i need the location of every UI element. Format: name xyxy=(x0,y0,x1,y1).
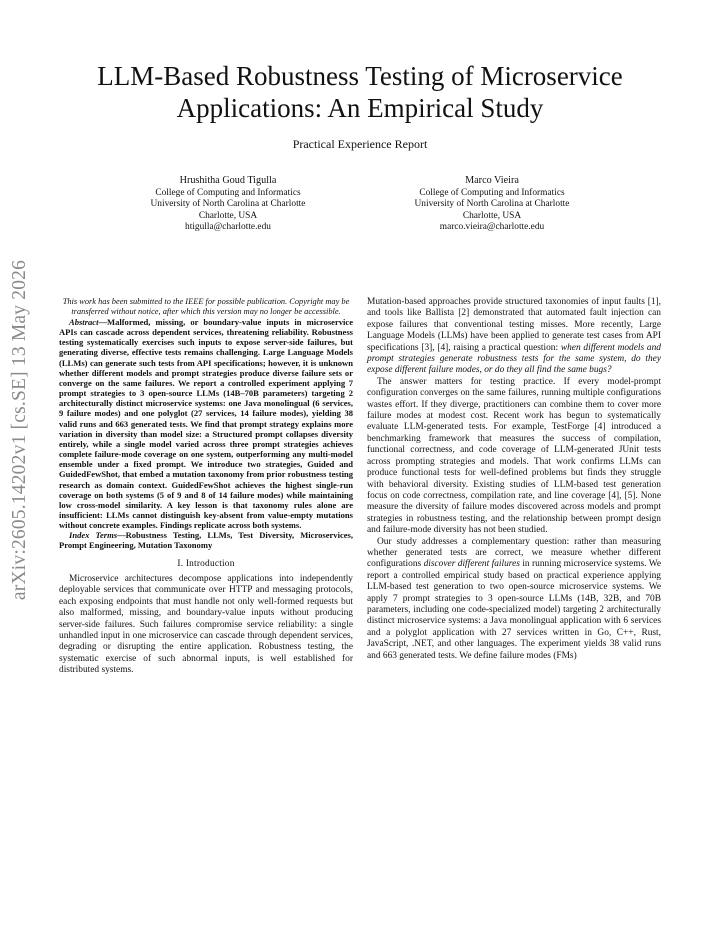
author-dept: College of Computing and Informatics xyxy=(419,187,565,198)
emphasis-text: discover different failures xyxy=(423,559,520,570)
intro-paragraph-2 xyxy=(367,297,661,377)
arxiv-stamp xyxy=(2,260,38,600)
intro-paragraph-3: The answer matters for testing practice. If every model-prompt configuration converges on the same failures, running multiple configurations wastes effort. If they diverge, practitioners can combine them to cover more failure modes at modest cost. Recent work has begun to systematically evaluate LLM-generated tests. For example, TestForge [4] introduced a benchmarking framework that measures the success of compilation, functional correctness, and code coverage of LLM-generated JUnit tests across prompting strategies and models. That work confirms LLMs can produce functional tests for well-defined problems but finds they struggle with behavioral diversity. Existing studies of LLM-based test generation focus on code correctness, compilation rate, and line coverage [4], [5]. None measure the diversity of failure modes discovered across models and prompt strategies in robustness testing, and the relationship between prompt design and failure-mode diversity has not been studied. xyxy=(367,376,661,536)
paragraph-text: Our study addresses a complementary question: rather than measuring whether generated tests are correct, we measure whether different configurations xyxy=(367,536,661,570)
author-univ: University of North Carolina at Charlotte xyxy=(150,199,306,210)
index-terms-label: Index Terms xyxy=(69,530,118,541)
title-line-1: LLM-Based Robustness Testing of Microservice xyxy=(97,61,623,91)
author-block-2 xyxy=(357,175,627,234)
abstract xyxy=(59,317,353,530)
author-name: Hrushitha Goud Tigulla xyxy=(179,175,277,186)
section-heading: I. Introduction xyxy=(177,558,235,569)
paper-subtitle: Practical Experience Report xyxy=(292,137,428,151)
paragraph-text: in running microservice systems. We report a controlled empirical study based on practical experience applying LLM-based test generation to two open-source microservice systems. We apply 7 prompt strategies to 3 open-source LLMs (14B, 32B, and 70B parameters, including one code-specialized model) targeting 2 architecturally distinct microservice systems: a Java monolingual application with 6 services and a polyglot application with 27 services written in Go, C++, Rust, JavaScript, .NET, and other languages. The experiment yields 38 valid runs and 663 generated tests. We define failure modes (FMs) xyxy=(367,559,661,661)
author-univ: University of North Carolina at Charlotte xyxy=(414,199,570,210)
abstract-label: Abstract xyxy=(69,317,99,327)
paper-title xyxy=(60,60,660,124)
left-column xyxy=(59,297,353,677)
author-dept: College of Computing and Informatics xyxy=(155,187,301,198)
index-terms xyxy=(59,530,353,550)
right-column xyxy=(367,297,661,662)
index-terms-text: —Robustness Testing, LLMs, Test Diversity, Microservices, Prompt Engineering, Mutation Taxonomy xyxy=(59,530,353,551)
author-city: Charlotte, USA xyxy=(198,210,258,221)
author-email: marco.vieira@charlotte.edu xyxy=(439,222,545,233)
intro-paragraph-4 xyxy=(367,537,661,662)
intro-paragraph-1: Microservice architectures decompose applications into independently deployable services that communicate over HTTP and messaging protocols, each exposing endpoints that must handle not only well-formed requests but also malformed, missing, and boundary-value inputs without producing server-side failures. Such failures compromise service reliability: a single unhandled input in one microservice can cascade through dependent services, degrading or disrupting the entire application. Robustness testing, the systematic exercise of such abnormal inputs, is well established for distributed systems. xyxy=(59,574,353,676)
research-question: when different models and prompt strategies generate robustness tests for the same system, do they expose different failure modes, or do they all find the same bugs? xyxy=(367,342,661,376)
author-block-1 xyxy=(93,175,363,234)
title-line-2: Applications: An Empirical Study xyxy=(176,93,544,123)
author-city: Charlotte, USA xyxy=(462,210,522,221)
arxiv-stamp-text: arXiv:2605.14202v1 [cs.SE] 13 May 2026 xyxy=(9,259,30,601)
author-name: Marco Vieira xyxy=(465,175,519,186)
author-email: htigulla@charlotte.edu xyxy=(185,222,271,233)
submission-note: This work has been submitted to the IEEE for possible publication. Copyright may be transferred without notice, after which this version may no longer be accessible. xyxy=(62,297,350,316)
abstract-text: —Malformed, missing, or boundary-value inputs in microservice APIs can cascade across dependent services, threatening reliability. Robustness testing systematically exercises such inputs to expose server-side failures, but generating diverse, effective tests remains challenging. Large Language Models (LLMs) can generate such tests from API specifications; however, it is unknown whether different models and prompt strategies produce diverse failure sets or converge on the same failures. We report a controlled experiment applying 7 prompt strategies to 3 open-source LLMs (14B–70B parameters) targeting 2 architecturally distinct microservice systems: one Java monolingual (6 services, 9 failure modes) and one polyglot (27 services, 14 failure modes), yielding 38 valid runs and 663 generated tests. We find that prompt strategy explains more variation in diversity than model size: a Structured prompt collapses diversity entirely, while a single model varied across three prompt strategies achieves complete failure-mode coverage on one system, outperforming any multi-model ensemble under a fixed prompt. We introduce two strategies, Guided and GuidedFewShot, that embed a mutation taxonomy from prior robustness testing research as domain context. GuidedFewShot achieves the highest single-run coverage on both systems (5 of 9 and 8 of 14 failure modes) while maintaining low cross-model similarity. A key lesson is that taxonomy rules alone are insufficient: LLMs cannot distinguish key-absent from value-empty mutations without concrete examples. Findings replicate across both systems. xyxy=(59,317,353,531)
paragraph-text: Mutation-based approaches provide structured taxonomies of input faults [1], and tools like Ballista [2] demonstrated that automated fault injection can expose failures that conventional testing misses. More recently, Large Language Models (LLMs) have been applied to generate test cases from API specifications [3], [4], raising a practical question: xyxy=(367,297,661,353)
